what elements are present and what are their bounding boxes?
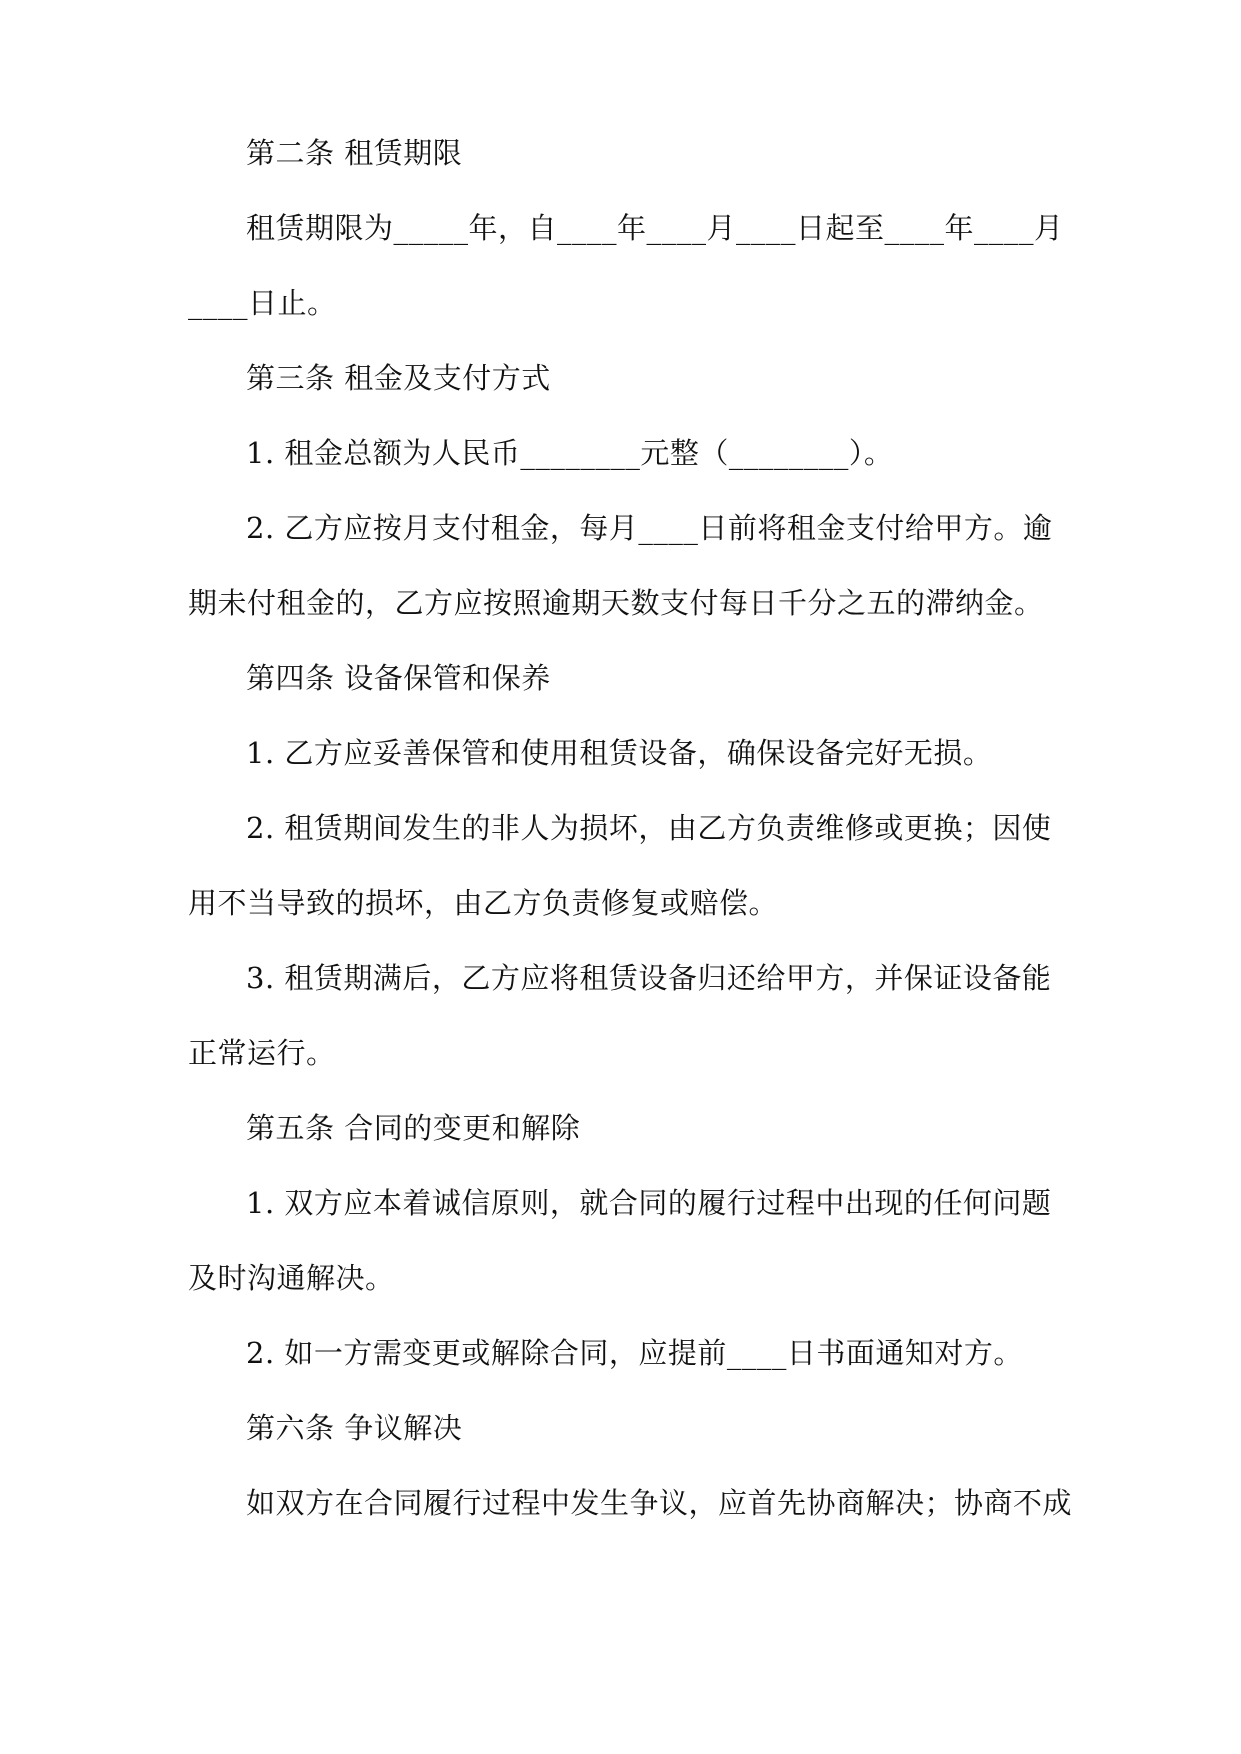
clause-line: 1. 乙方应妥善保管和使用租赁设备，确保设备完好无损。: [246, 736, 993, 770]
article-4-heading: 第四条 设备保管和保养: [246, 661, 551, 695]
clause-line: 用不当导致的损坏，由乙方负责修复或赔偿。: [188, 886, 779, 920]
clause-line: 及时沟通解决。: [188, 1261, 395, 1295]
clause-line: 2. 如一方需变更或解除合同，应提前____日书面通知对方。: [246, 1336, 1023, 1370]
clause-line: 正常运行。: [188, 1036, 336, 1070]
clause-line: 1. 双方应本着诚信原则，就合同的履行过程中出现的任何问题: [246, 1186, 1052, 1220]
article-2-heading: 第二条 租赁期限: [246, 136, 463, 170]
clause-line: 1. 租金总额为人民币________元整（________）。: [246, 436, 894, 470]
clause-line: 2. 乙方应按月支付租金，每月____日前将租金支付给甲方。逾: [246, 511, 1053, 545]
article-6-heading: 第六条 争议解决: [246, 1411, 463, 1445]
paragraph-line: ____日止。: [188, 286, 337, 320]
clause-line: 3. 租赁期满后，乙方应将租赁设备归还给甲方，并保证设备能: [246, 961, 1052, 995]
article-3-heading: 第三条 租金及支付方式: [246, 361, 551, 395]
clause-line: 期未付租金的，乙方应按照逾期天数支付每日千分之五的滞纳金。: [188, 586, 1044, 620]
paragraph-line: 如双方在合同履行过程中发生争议，应首先协商解决；协商不成: [246, 1486, 1073, 1520]
paragraph-line: 租赁期限为_____年，自____年____月____日起至____年____月: [246, 211, 1064, 245]
clause-line: 2. 租赁期间发生的非人为损坏，由乙方负责维修或更换；因使: [246, 811, 1052, 845]
article-5-heading: 第五条 合同的变更和解除: [246, 1111, 581, 1145]
